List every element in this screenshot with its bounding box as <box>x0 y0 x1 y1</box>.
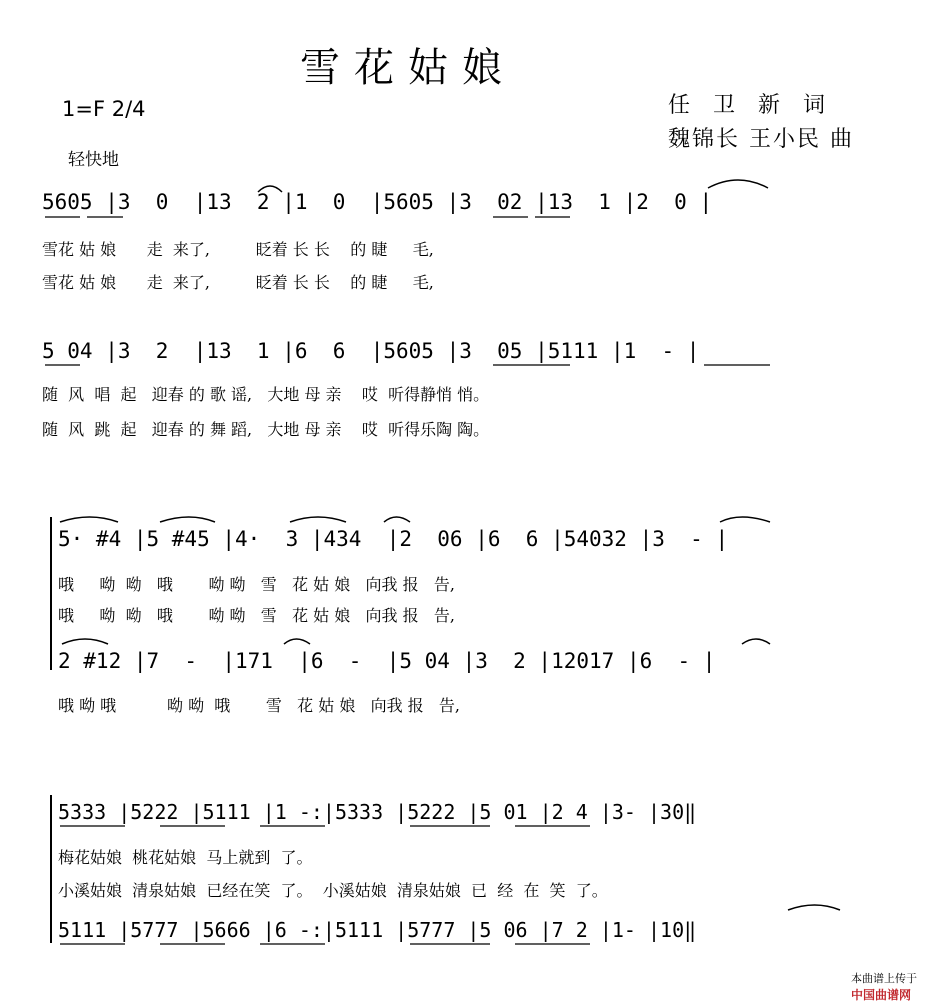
tempo-marking: 轻快地 <box>68 150 119 170</box>
lyric-line-1a: 雪花 姑 娘 走 来了, 眨着 长 长 的 睫 毛, <box>42 240 434 259</box>
footer <box>844 957 917 1003</box>
score-row-1: 5605 |3 0 |13 2 |1 0 |5605 |3 02 |13 1 |2 0 | <box>42 190 713 214</box>
footer-upload-text: 本曲谱上传于 <box>851 972 917 985</box>
lyric-line-3a: 哦 呦 呦 哦 呦 呦 雪 花 姑 娘 向我 报 告, <box>58 575 455 594</box>
page-title: 雪花姑娘 <box>300 45 516 91</box>
slur <box>62 639 108 644</box>
slur <box>284 639 310 644</box>
lyric-line-2a: 随 风 唱 起 迎春 的 歌 谣, 大地 母 亲 哎 听得静悄 悄。 <box>42 385 490 404</box>
composer-credit: 魏锦长 王小民 曲 <box>668 127 854 152</box>
slur <box>258 186 282 192</box>
slur <box>384 517 410 522</box>
score-row-4-upper: 5333 |5222 |5111 |1 -:|5333 |5222 |5 01 |2 4 |3- |30‖ <box>58 800 697 824</box>
score-row-3-upper: 5· #4 |5 #45 |4· 3 |434 |2 06 |6 6 |54032 |3 - | <box>58 527 729 551</box>
slur <box>708 180 768 188</box>
slur <box>160 517 215 522</box>
footer-site-logo[interactable]: 中国曲谱网 <box>851 988 912 1002</box>
slur <box>290 517 346 522</box>
lyric-line-4b: 小溪姑娘 清泉姑娘 已经在笑 了。 小溪姑娘 清泉姑娘 已 经 在 笑 了。 <box>58 881 608 900</box>
lyricist-credit: 任 卫 新 词 <box>668 93 833 118</box>
score-row-3-lower: 2 #12 |7 - |171 |6 - |5 04 |3 2 |12017 |6 - | <box>58 649 716 673</box>
score-row-2: 5 04 |3 2 |13 1 |6 6 |5605 |3 05 |5111 |1 - | <box>42 339 700 363</box>
key-signature: 1=F 2/4 <box>62 97 146 121</box>
slur <box>60 517 118 522</box>
lyric-line-2b: 随 风 跳 起 迎春 的 舞 蹈, 大地 母 亲 哎 听得乐陶 陶。 <box>42 420 490 439</box>
slur <box>742 639 770 644</box>
lyric-line-4a: 梅花姑娘 桃花姑娘 马上就到 了。 <box>58 848 313 867</box>
slur <box>788 905 840 910</box>
score-row-4-lower: 5111 |5777 |5666 |6 -:|5111 |5777 |5 06 |7 2 |1- |10‖ <box>58 918 697 942</box>
lyric-line-3c: 哦 呦 哦 呦 呦 哦 雪 花 姑 娘 向我 报 告, <box>58 696 461 715</box>
slur <box>720 517 770 522</box>
lyric-line-3b: 哦 呦 呦 哦 呦 呦 雪 花 姑 娘 向我 报 告, <box>58 606 455 625</box>
lyric-line-1b: 雪花 姑 娘 走 来了, 眨着 长 长 的 睫 毛, <box>42 273 434 292</box>
